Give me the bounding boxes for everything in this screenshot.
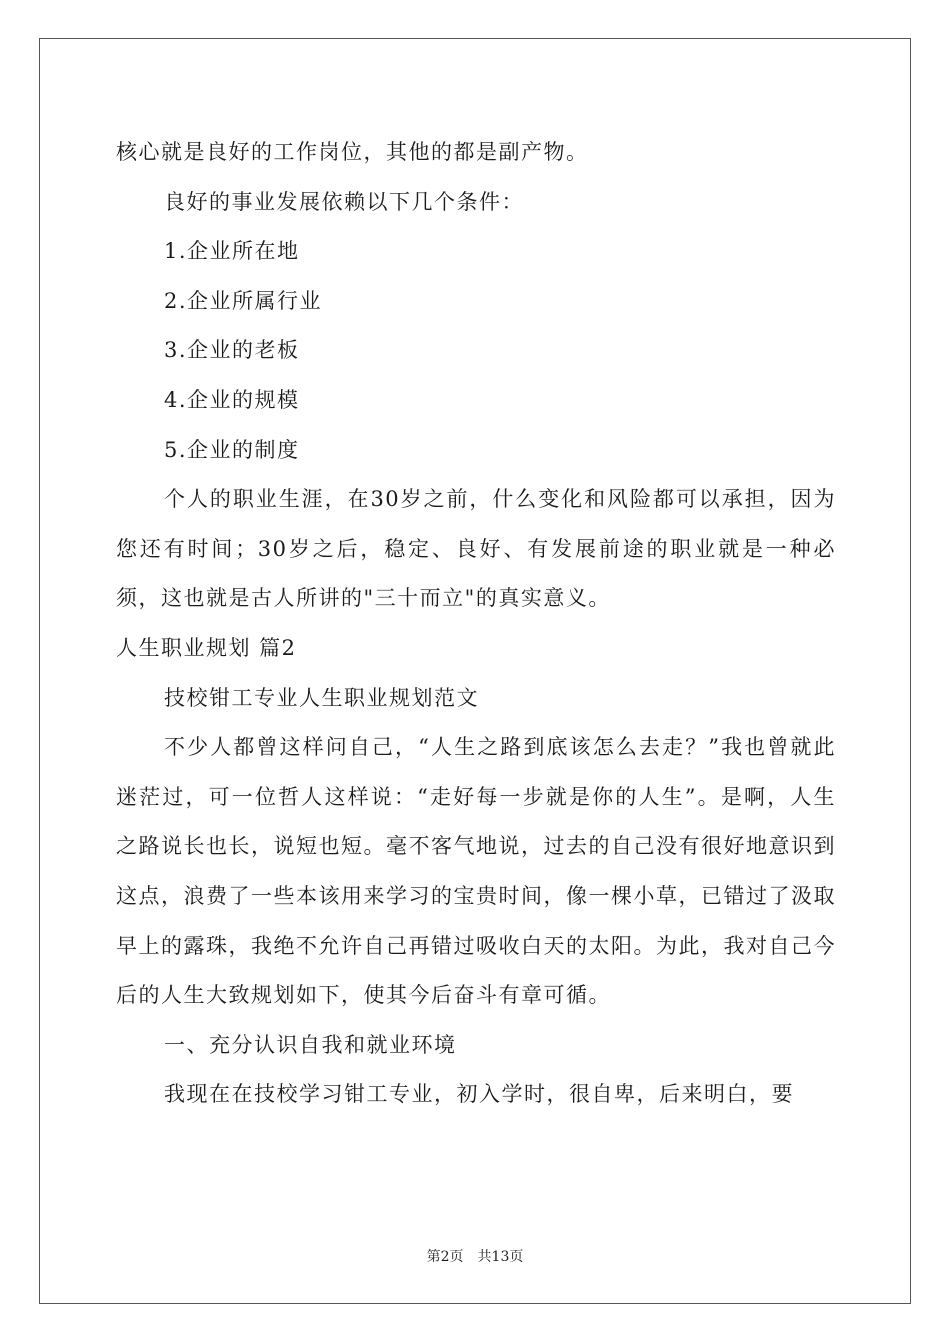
list-item-2: 2.企业所属行业: [164, 288, 323, 313]
article-title: 技校钳工专业人生职业规划范文: [164, 685, 479, 710]
document-body: [116, 128, 836, 1120]
list-item-3: 3.企业的老板: [164, 338, 300, 363]
paragraph-2: 良好的事业发展依赖以下几个条件：: [164, 189, 524, 214]
section-heading: 人生职业规划 篇2: [116, 635, 297, 660]
subsection-heading: 一、充分认识自我和就业环境: [164, 1032, 457, 1057]
paragraph-intro: 不少人都曾这样问自己，“人生之路到底该怎么去走？”我也曾就此迷茫过，可一位哲人这样说：“走好每一步就是你的人生”。是啊，人生之路说长也长，说短也短。毫不客气地说，过去的自己没有很好地意识到这点，浪费了一些本该用来学习的宝贵时间，像一棵小草，已错过了汲取早上的露珠，我绝不允许自己再错过吸收白天的太阳。为此，我对自己今后的人生大致规划如下，使其今后奋斗有章可循。: [116, 735, 836, 1008]
page-footer: [0, 1246, 950, 1266]
list-item-1: 1.企业所在地: [164, 239, 300, 264]
list-item-4: 4.企业的规模: [164, 387, 300, 412]
paragraph-1: 核心就是良好的工作岗位，其他的都是副产物。: [116, 140, 589, 164]
list-item-5: 5.企业的制度: [164, 437, 300, 462]
page-number: 第2页: [426, 1249, 464, 1265]
paragraph-career-30: 个人的职业生涯，在30岁之前，什么变化和风险都可以承担，因为您还有时间；30岁之后，稳定、良好、有发展前途的职业就是一种必须，这也就是古人所讲的"三十而立"的真实意义。: [116, 487, 836, 611]
paragraph-last: 我现在在技校学习钳工专业，初入学时，很自卑，后来明白，要: [164, 1082, 794, 1107]
page-total: 共13页: [477, 1249, 524, 1265]
